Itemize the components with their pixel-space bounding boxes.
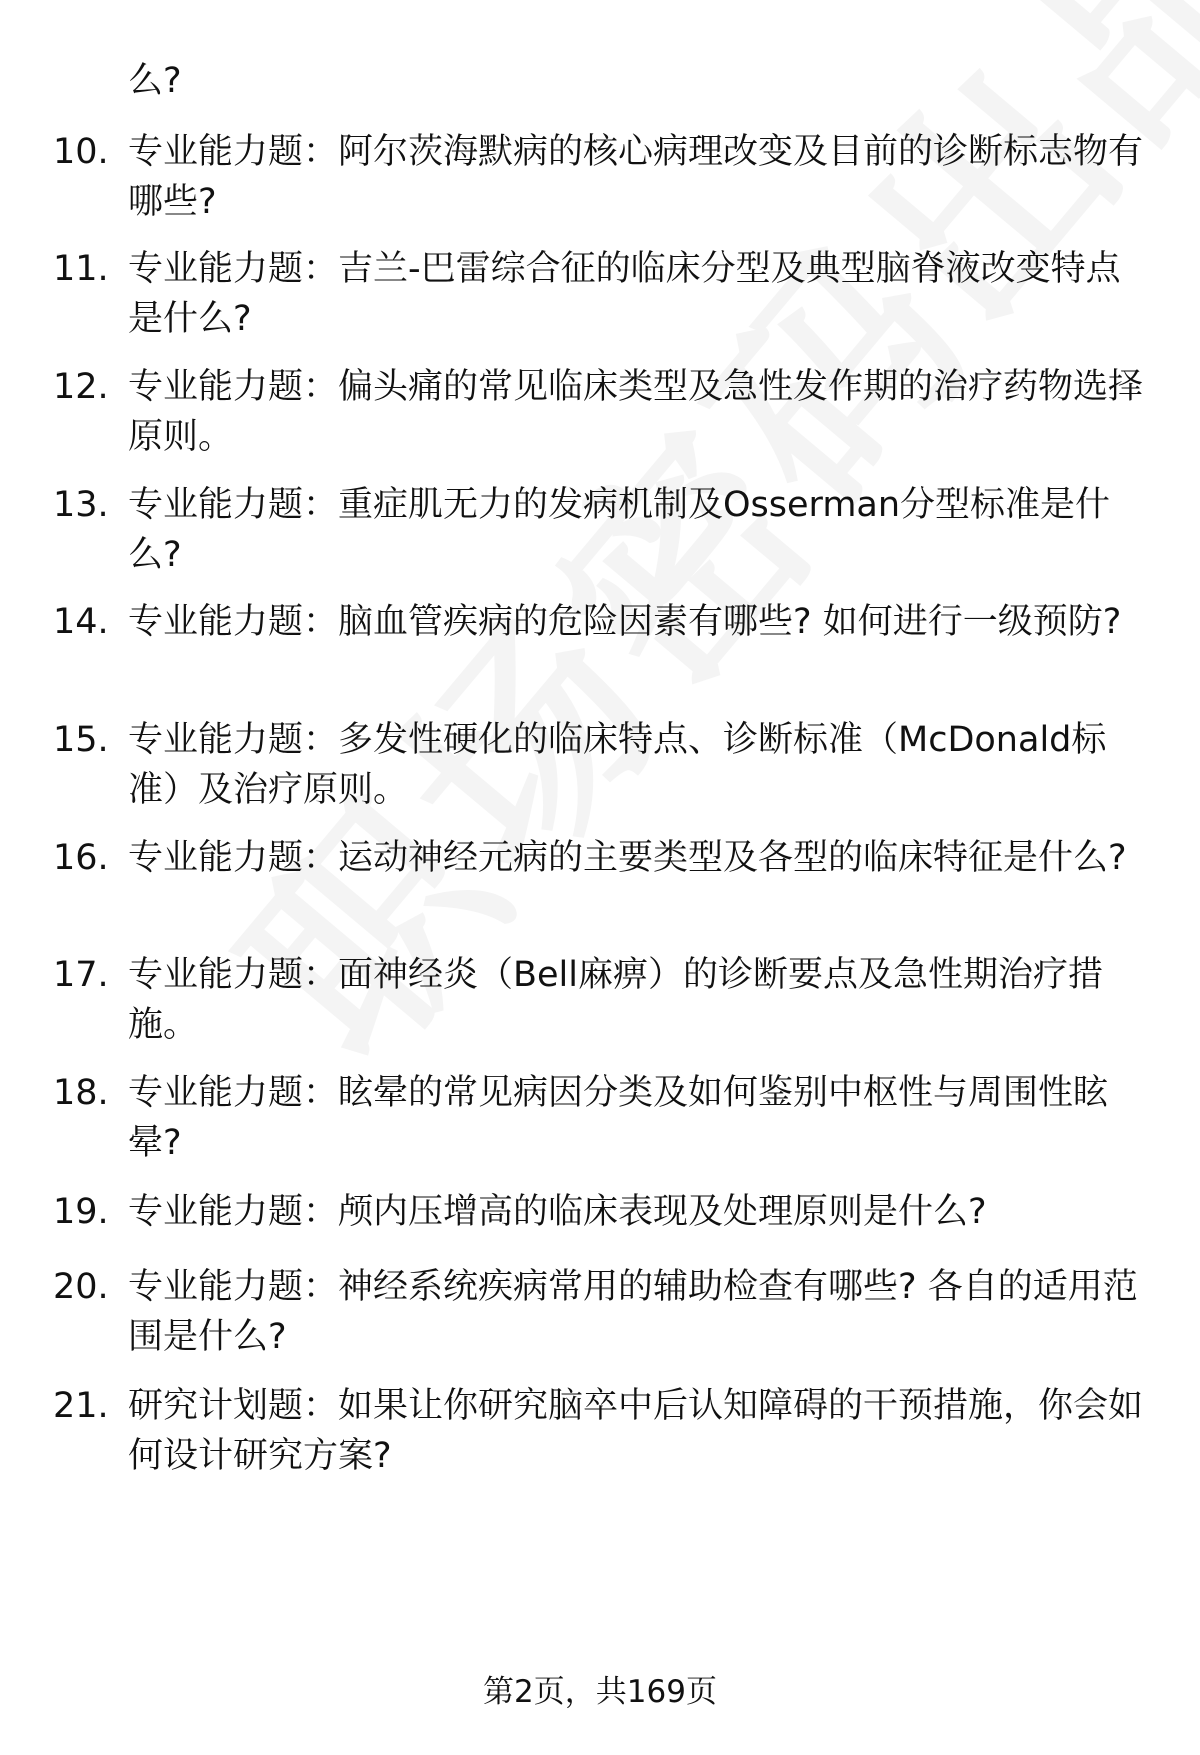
item-number: 14.	[53, 602, 109, 642]
item-text: 专业能力题：重症肌无力的发病机制及Osserman分型标准是什么?	[128, 485, 1111, 575]
page-footer: 第2页，共169页	[483, 1674, 717, 1710]
item-number: 12.	[53, 367, 109, 407]
item-number: 20.	[53, 1267, 109, 1307]
item-text: 专业能力题：神经系统疾病常用的辅助检查有哪些? 各自的适用范围是什么?	[128, 1267, 1138, 1357]
item-text: 专业能力题：多发性硬化的临床特点、诊断标准（McDonald标准）及治疗原则。	[128, 720, 1107, 810]
item-number: 10.	[53, 132, 109, 172]
item-text: 专业能力题：偏头痛的常见临床类型及急性发作期的治疗药物选择原则。	[128, 367, 1144, 457]
item-number: 11.	[53, 249, 109, 289]
item-number: 18.	[53, 1073, 109, 1113]
item-number: 16.	[53, 838, 109, 878]
continuation-text: 么?	[128, 61, 182, 101]
item-text: 专业能力题：脑血管疾病的危险因素有哪些? 如何进行一级预防?	[128, 602, 1122, 642]
item-number: 13.	[53, 485, 109, 525]
item-number: 17.	[53, 955, 109, 995]
item-text: 专业能力题：眩晕的常见病因分类及如何鉴别中枢性与周围性眩晕?	[128, 1073, 1109, 1163]
item-text: 专业能力题：阿尔茨海默病的核心病理改变及目前的诊断标志物有哪些?	[128, 132, 1144, 222]
item-text: 专业能力题：面神经炎（Bell麻痹）的诊断要点及急性期治疗措施。	[128, 955, 1103, 1045]
item-number: 15.	[53, 720, 109, 760]
item-text: 专业能力题：颅内压增高的临床表现及处理原则是什么?	[128, 1192, 987, 1232]
item-text: 专业能力题：吉兰-巴雷综合征的临床分型及典型脑脊液改变特点是什么?	[128, 249, 1121, 339]
item-text: 专业能力题：运动神经元病的主要类型及各型的临床特征是什么?	[128, 838, 1127, 878]
item-text: 研究计划题：如果让你研究脑卒中后认知障碍的干预措施，你会如何设计研究方案?	[128, 1386, 1144, 1476]
item-number: 21.	[53, 1386, 109, 1426]
item-number: 19.	[53, 1192, 109, 1232]
